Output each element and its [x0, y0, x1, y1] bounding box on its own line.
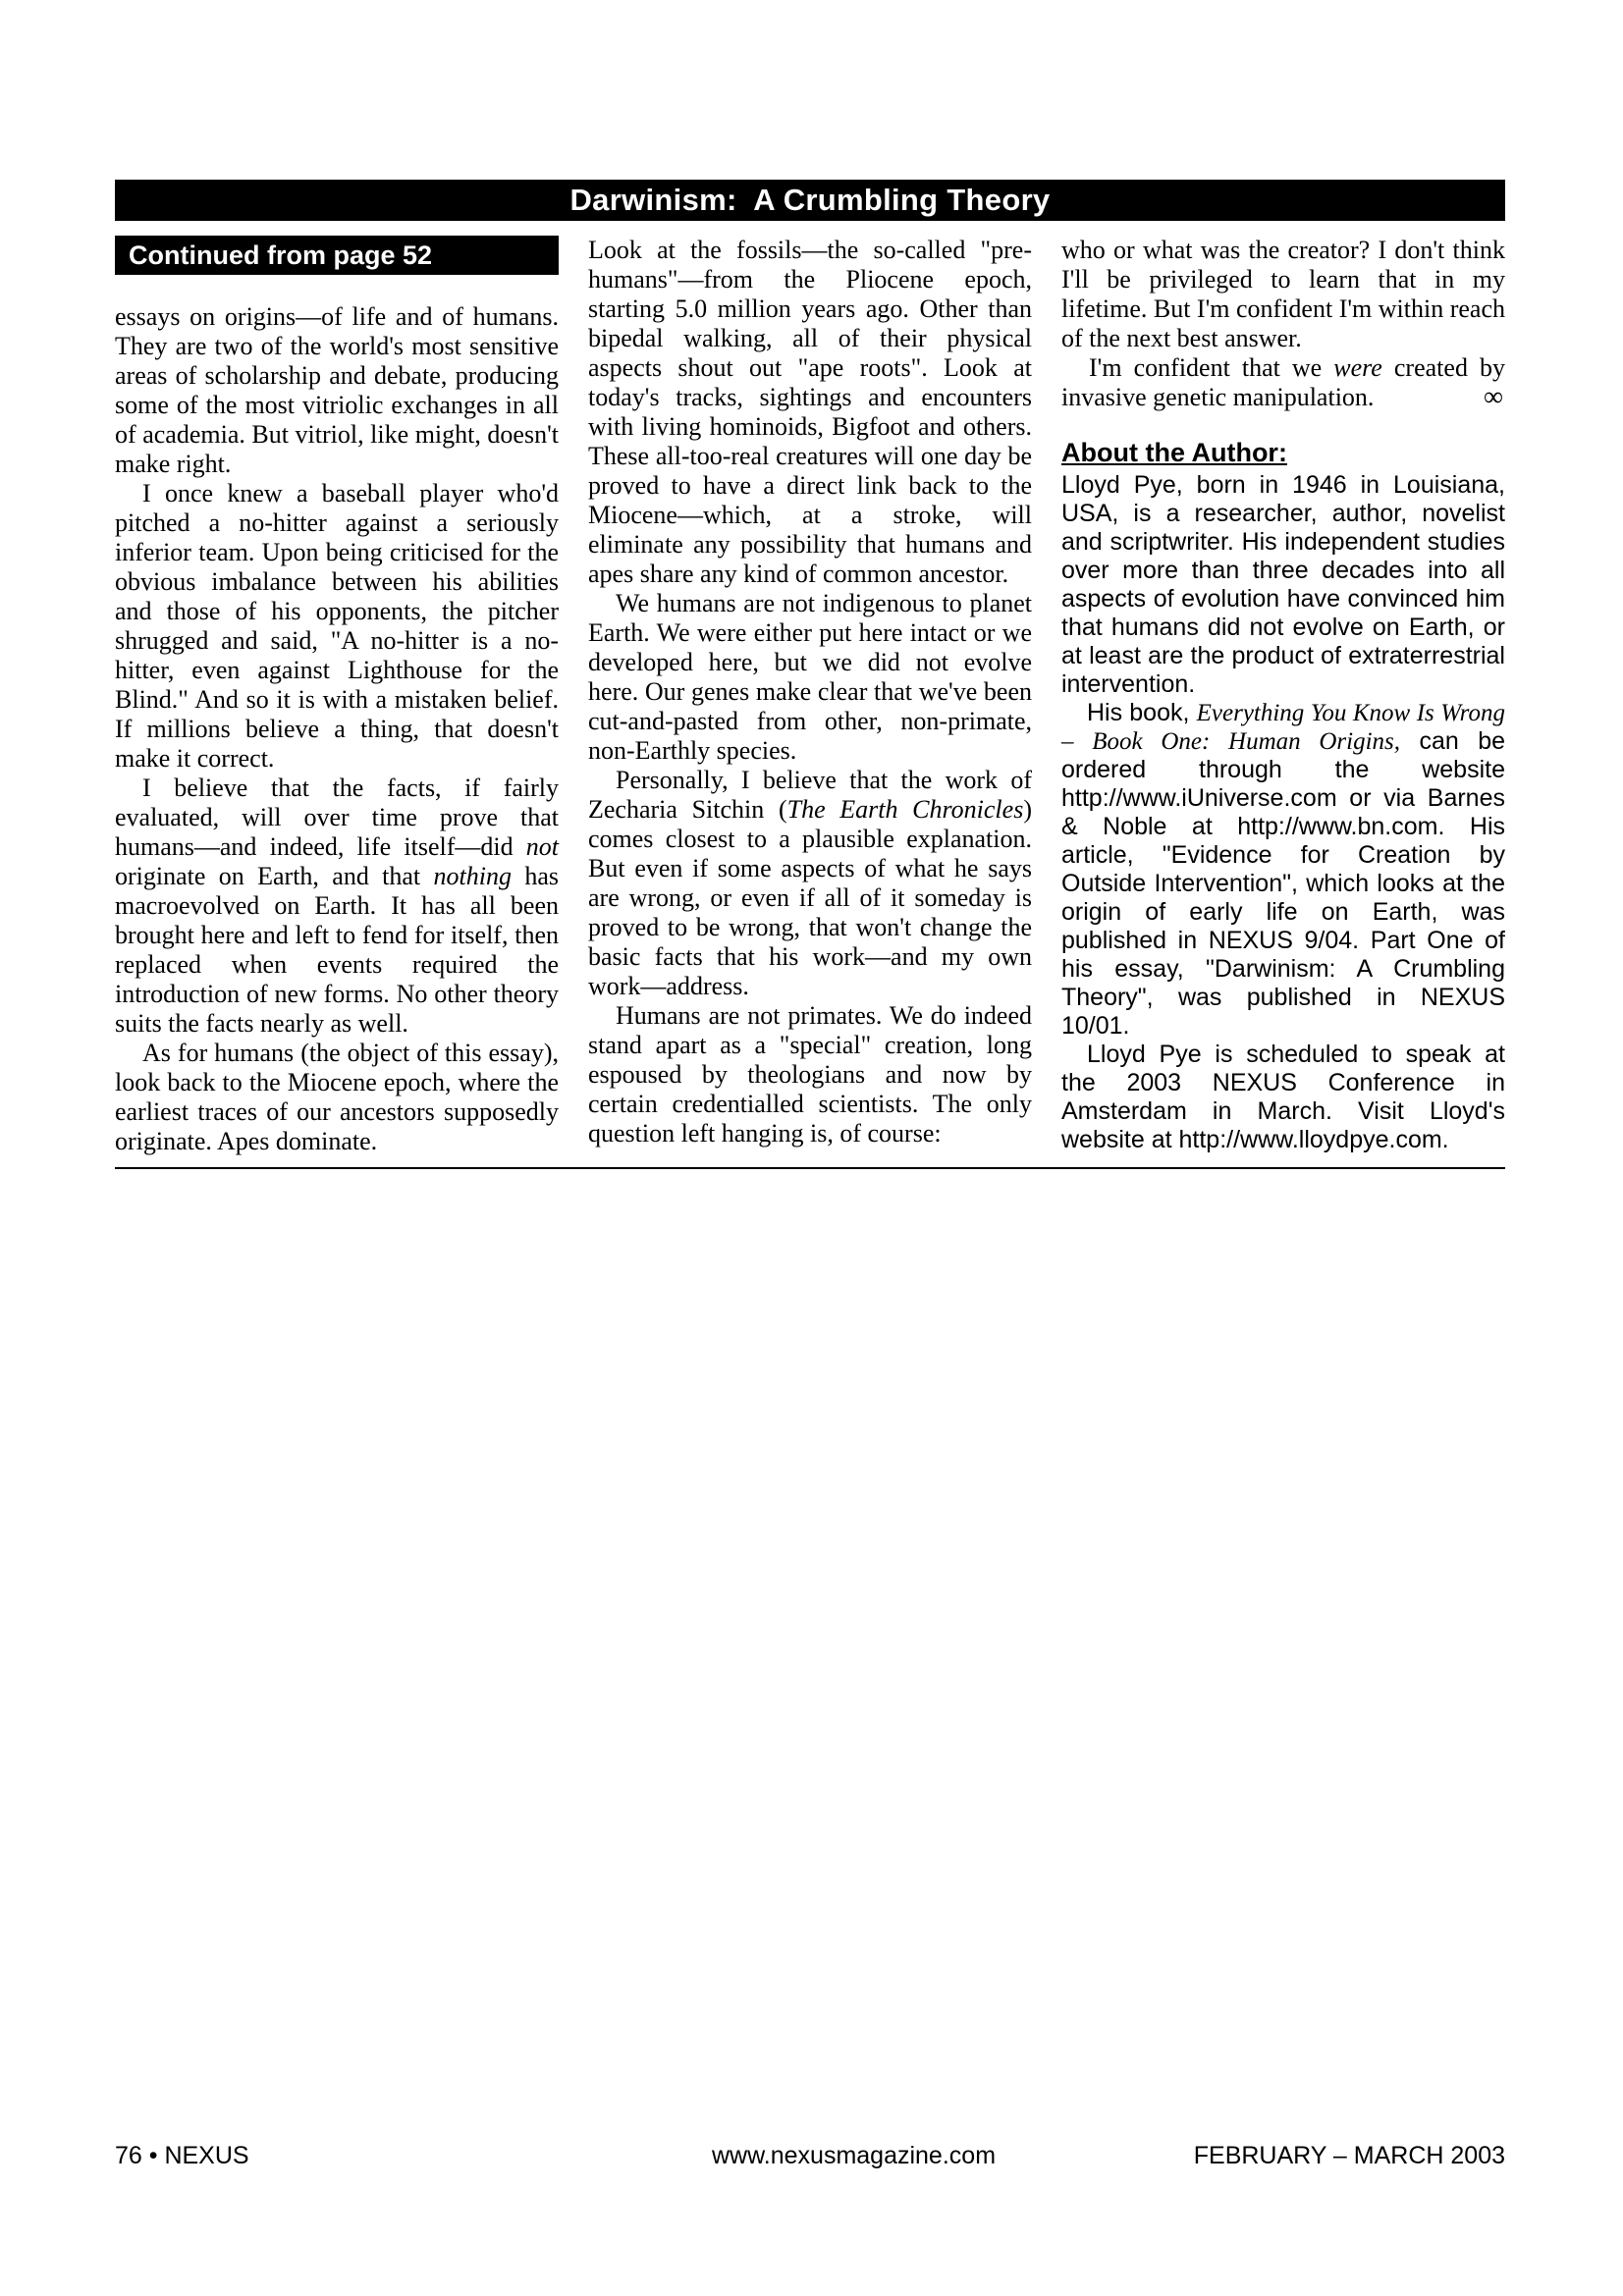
infinity-end-mark: ∞ [1484, 382, 1503, 412]
paragraph: Lloyd Pye is scheduled to speak at the 2003 NEXUS Conference in Amsterdam in March. Visit Lloyd's website at http://www.lloydpye.com. [1061, 1041, 1505, 1153]
column-3-text [1061, 236, 1505, 412]
paragraph: We humans are not indigenous to planet Earth. We were either put here intact or we developed here, but we did not evolve here. Our genes make clear that we've been cut-and-pasted from other, non-primate, non-Earthly species. [588, 589, 1032, 765]
continued-banner-label: Continued from page 52 [129, 240, 433, 270]
continued-banner [115, 236, 559, 275]
about-the-author-heading: About the Author: [1061, 438, 1287, 467]
paragraph: Look at the fossils—the so-called "pre-humans"—from the Pliocene epoch, starting 5.0 million years ago. Other than bipedal walking, all of their physical aspects shout out "ape roots". Look at today's tracks, sightings and encounters with living hominoids, Bigfoot and others. These all-too-real creatures will one day be proved to have a direct link back to the Miocene—which, at a stroke, will eliminate any possibility that humans and apes share any kind of common ancestor. [588, 236, 1032, 588]
paragraph: Lloyd Pye, born in 1946 in Louisiana, USA, is a researcher, author, novelist and scriptwriter. His independent studies over more than three decades into all aspects of evolution have convinced him that humans did not evolve on Earth, or at least are the product of extraterrestrial intervention. [1061, 471, 1505, 698]
column-1 [115, 236, 559, 1156]
paragraph: I'm confident that we were created by invasive genetic manipulation. ∞ [1061, 353, 1505, 412]
article-title: Darwinism: A Crumbling Theory [569, 183, 1051, 217]
paragraph: I once knew a baseball player who'd pitched a no-hitter against a seriously inferior team. Upon being criticised for the obvious imbalance between his abilities and those of his opponents, the pitcher shrugged and said, "A no-hitter is a no-hitter, even against Lighthouse for the Blind." And so it is with a mistaken belief. If millions believe a thing, that doesn't make it correct. [115, 479, 559, 773]
column-3 [1061, 236, 1505, 1156]
footer-page-number: 76 • NEXUS [115, 2142, 249, 2169]
paragraph: I believe that the facts, if fairly evaluated, will over time prove that humans—and indeed, life itself—did not originate on Earth, and that nothing has macroevolved on Earth. It has all been brought here and left to fend for itself, then replaced when events required the introduction of new forms. No other theory suits the facts nearly as well. [115, 774, 559, 1038]
paragraph: Personally, I believe that the work of Zecharia Sitchin (The Earth Chronicles) comes closest to a plausible explanation. But even if some aspects of what he says are wrong, or even if all of it someday is proved to be wrong, that won't change the basic facts that his work—and my own work—address. [588, 766, 1032, 1000]
article-title-bar [115, 180, 1505, 221]
paragraph: essays on origins—of life and of humans. They are two of the world's most sensitive areas of scholarship and debate, producing some of the most vitriolic exchanges in all of academia. But vitriol, like might, doesn't make right. [115, 302, 559, 478]
footer-website: www.nexusmagazine.com [712, 2142, 997, 2169]
paragraph: His book, Everything You Know Is Wrong – Book One: Human Origins, can be ordered through the website http://www.iUniverse.com or via Barnes & Noble at http://www.bn.com. His article, "Evidence for Creation by Outside Intervention", which looks at the origin of early life on Earth, was published in NEXUS 9/04. Part One of his essay, "Darwinism: A Crumbling Theory", was published in NEXUS 10/01. [1061, 699, 1505, 1040]
divider-rule [115, 1167, 1505, 1169]
about-the-author-section [1061, 438, 1505, 1154]
footer-issue-date: FEBRUARY – MARCH 2003 [1193, 2142, 1505, 2169]
page-footer [115, 2142, 1505, 2171]
article-columns [115, 236, 1505, 1156]
paragraph: Humans are not primates. We do indeed stand apart as a "special" creation, long espoused by theologians and now by certain credentialled scientists. The only question left hanging is, of course: [588, 1001, 1032, 1148]
paragraph: who or what was the creator? I don't think I'll be privileged to learn that in my lifetime. But I'm confident I'm within reach of the next best answer. [1061, 236, 1505, 352]
column-2 [588, 236, 1032, 1156]
column-2-text [588, 236, 1032, 1148]
column-1-text [115, 302, 559, 1156]
paragraph: As for humans (the object of this essay), look back to the Miocene epoch, where the earliest traces of our ancestors supposedly originate. Apes dominate. [115, 1039, 559, 1155]
about-the-author-text [1061, 471, 1505, 1154]
